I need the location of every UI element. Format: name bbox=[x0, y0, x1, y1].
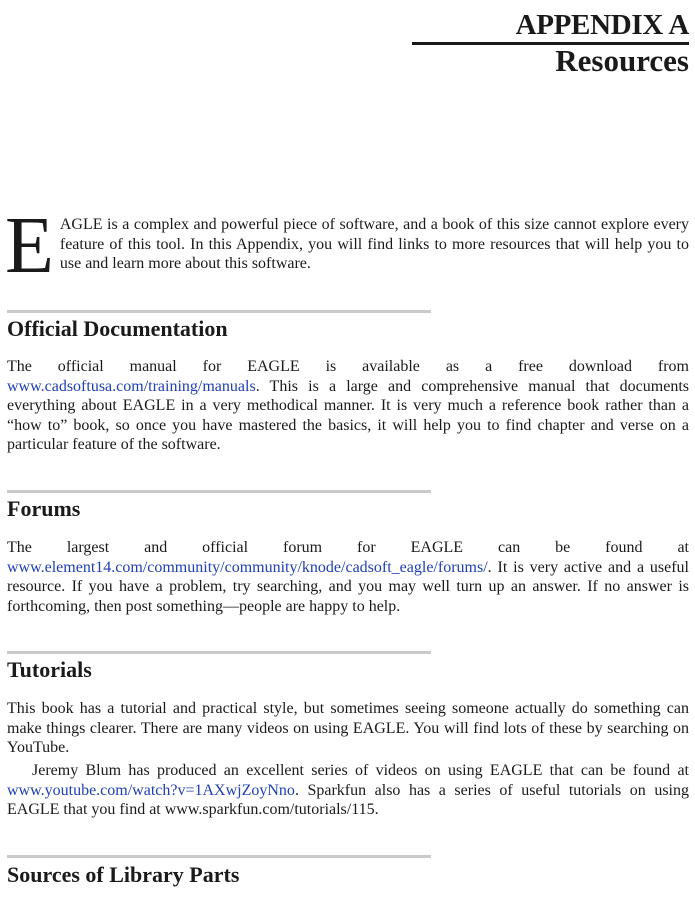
chapter-title: Resources bbox=[555, 43, 689, 78]
section-divider bbox=[7, 490, 431, 493]
tutorials-text-after: . Sparkfun also has a series of useful tutorials on using EAGLE that you find at www.sparkfun.com/tutorials/115. bbox=[7, 781, 689, 818]
youtube-tutorial-link[interactable]: www.youtube.com/watch?v=1AXwjZoyNno bbox=[7, 781, 295, 799]
drop-cap: E bbox=[5, 202, 54, 290]
tutorials-text-before: Jeremy Blum has produced an excellent series of videos on using EAGLE that can be found at bbox=[32, 762, 689, 779]
official-docs-text-after: . This is a large and comprehensive manual that documents everything about EAGLE in a very methodical manner. It is very much a reference book rather than a “how to” book, so once you have mastered the basics, it will help you to find chapter and verse on a particular feature of the software. bbox=[7, 377, 689, 453]
appendix-label: APPENDIX A bbox=[412, 8, 689, 45]
section-divider bbox=[7, 310, 431, 313]
tutorials-paragraph-2 bbox=[7, 761, 689, 820]
forums-paragraph bbox=[7, 538, 689, 616]
section-heading-forums: Forums bbox=[7, 496, 81, 521]
cadsoft-manual-link[interactable]: www.cadsoftusa.com/training/manuals bbox=[7, 377, 256, 395]
official-documentation-paragraph bbox=[7, 357, 689, 455]
intro-text: AGLE is a complex and powerful piece of software, and a book of this size cannot explore every feature of this tool. In this Appendix, you will find links to more resources that will help you to use and learn more about this software. bbox=[59, 216, 689, 272]
section-heading-library-parts: Sources of Library Parts bbox=[7, 862, 240, 887]
tutorials-paragraph-1: This book has a tutorial and practical style, but sometimes seeing someone actually do something can make things clearer. There are many videos on using EAGLE. You will find lots of these by searching on YouTube. bbox=[7, 700, 689, 756]
section-heading-tutorials: Tutorials bbox=[7, 657, 92, 682]
section-divider bbox=[7, 651, 431, 654]
element14-forum-link[interactable]: www.element14.com/community/community/knode/cadsoft_eagle/forums/ bbox=[7, 558, 488, 576]
forums-text-before: The largest and official forum for EAGLE can be found at bbox=[7, 539, 689, 556]
forums-text-after: . It is very active and a useful resource. If you have a problem, try searching, and you may well turn up an answer. If no answer is forthcoming, then post something—people are happy to help. bbox=[7, 558, 689, 615]
section-divider bbox=[7, 855, 431, 858]
intro-paragraph bbox=[5, 202, 689, 290]
official-docs-text-before: The official manual for EAGLE is available as a free download from bbox=[7, 358, 689, 375]
section-heading-official-documentation: Official Documentation bbox=[7, 316, 228, 341]
